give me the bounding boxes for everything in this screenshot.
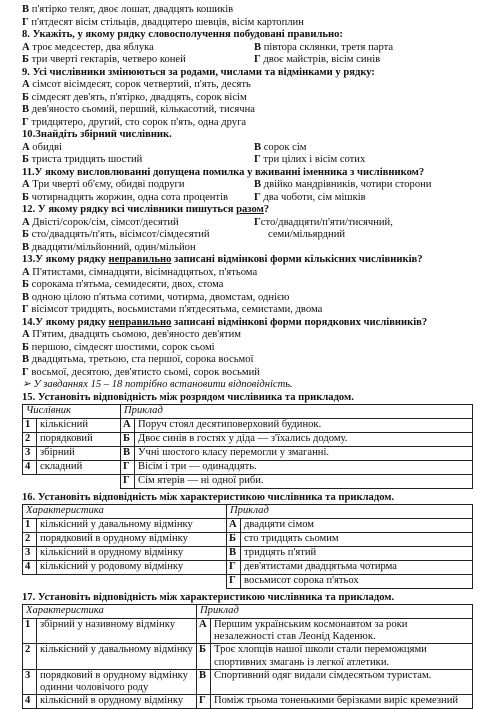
option-text: восьмої, десятою, дев'ятисто сьомі, сорок восьмий [28, 366, 260, 378]
question-title [22, 254, 473, 267]
option-text: триста тридцять шостий [29, 154, 143, 165]
row-right: Поруч стоял десятиповерховий будинок. [135, 418, 473, 432]
empty-cell [23, 574, 37, 588]
table-row [23, 418, 473, 432]
row-letter: Г [197, 695, 211, 709]
option-letter: А [22, 79, 30, 90]
table-row [23, 669, 473, 694]
table-row [23, 474, 473, 488]
option-letter: В [22, 241, 30, 253]
option-text: сімдесят дев'ять, п'ятірко, двадцять, сорок вісім [29, 91, 247, 103]
option-letter: А [22, 329, 30, 340]
option-text: двадцяти/мільйонний, один/мільйон [29, 241, 196, 253]
option-letter: Б [22, 154, 30, 165]
option-text: три цілих і вісім сотих [260, 154, 366, 165]
option-text: сорокама п'ятьма, семидесяти, двох, стома [29, 279, 224, 290]
option-letter: В [22, 291, 30, 303]
row-right: дев'ятистами двадцятьма чотирма [241, 560, 473, 574]
option-text: вісімсот тридцять, восьмистами п'ятдесятьма, семистами, двома [28, 304, 323, 315]
option-text: двоє майстрів, вісім синів [260, 54, 381, 65]
option-text: двадцятьма, третьою, ста першої, сорока восьмої [29, 354, 254, 365]
row-left: кількісний у давальному відмінку [37, 518, 227, 532]
option-letter: В [254, 141, 262, 153]
row-right: Сім ятерів — ні одної риби. [135, 474, 473, 488]
column-header: Характеристика [23, 505, 227, 519]
option-letter: В [22, 104, 30, 115]
row-right: Вісім і три — одинадцять. [135, 460, 473, 474]
question-title: 15. Установіть відповідність між розрядом числівника та прикладом. [22, 391, 354, 403]
title-part: записані відмінкові форми порядкових числівників? [171, 316, 428, 328]
row-number: 2 [23, 432, 37, 446]
row-number: 4 [23, 460, 37, 474]
column-header: Приклад [227, 505, 473, 519]
row-letter: Г [121, 460, 135, 474]
row-right: Учні шостого класу перемогли у змаганні. [135, 446, 473, 460]
option-text: семи/мільярдний [268, 229, 346, 240]
option-text: три чверті гектарів, четверо коней [29, 54, 186, 65]
option-text: сто/двадцяти/п'яти/тисячний, [260, 216, 393, 228]
row-letter: А [121, 418, 135, 432]
question-title: 16. Установіть відповідність між характеристикою числівника та прикладом. [22, 491, 395, 503]
row-right: двадцяти сімом [241, 518, 473, 532]
option-letter: Г [254, 216, 261, 228]
row-number: 2 [23, 532, 37, 546]
question-title [22, 204, 473, 217]
option-letter: Г [22, 16, 29, 28]
option-text: П'ятистами, сімнадцяти, вісімнадцятьох, п'ятьома [29, 266, 258, 278]
top-options [22, 4, 473, 29]
question-8 [22, 29, 473, 67]
option-text: п'ятірко телят, двоє лошат, двадцять кошиків [29, 4, 234, 15]
table-row [23, 432, 473, 446]
row-left: порядковий в орудному відмінку [37, 532, 227, 546]
option-text: два чоботи, сім мішків [260, 191, 366, 203]
column-header: Приклад [197, 605, 473, 619]
table-row [23, 644, 473, 669]
row-right: сто тридцять сьомим [241, 532, 473, 546]
question-17 [22, 592, 473, 709]
row-number: 1 [23, 618, 37, 643]
empty-cell [37, 574, 227, 588]
column-header: Приклад [121, 405, 473, 419]
question-title: 11.У якому висловлюванні допущена помилка у вживанні іменника з числівником? [22, 166, 425, 178]
question-11 [22, 167, 473, 205]
empty-cell [37, 474, 121, 488]
question-9 [22, 67, 473, 130]
row-right: Двоє синів в гостях у діда — з'їхались додому. [135, 432, 473, 446]
option-text: П'ятим, двадцять сьомою, дев'яносто дев'ятим [29, 329, 241, 340]
question-12 [22, 204, 473, 254]
row-left: порядковий [37, 432, 121, 446]
row-left: складний [37, 460, 121, 474]
option-letter: Г [22, 116, 29, 128]
row-letter: Б [197, 644, 211, 669]
row-left: порядковий в орудному відмінку одинни чоловічого роду [37, 669, 197, 694]
option-letter: А [22, 266, 30, 278]
option-text: сорок сім [261, 141, 307, 153]
row-left: збірний [37, 446, 121, 460]
option-letter: Г [254, 191, 261, 203]
row-letter: Г [227, 560, 241, 574]
row-letter: Б [121, 432, 135, 446]
question-title [22, 317, 473, 330]
option-text: обидві [29, 141, 62, 153]
row-left: кількісний [37, 418, 121, 432]
row-letter: В [121, 446, 135, 460]
option-letter: Б [22, 54, 30, 65]
row-letter: В [197, 669, 211, 694]
option-letter: В [254, 179, 262, 190]
option-letter: А [22, 141, 30, 153]
table-row [23, 574, 473, 588]
matching-table [22, 604, 473, 709]
instruction-note: ➢ У завданнях 15 – 18 потрібно встановити відповідність. [22, 379, 293, 390]
option-text: першою, сімдесят шостими, сорок сьомі [29, 341, 215, 353]
question-14 [22, 317, 473, 380]
table-row [23, 560, 473, 574]
row-left: кількісний в орудному відмінку [37, 546, 227, 560]
option-text: чотирнадцять жоржин, одна сота процентів [29, 191, 229, 203]
title-underlined: разом [236, 204, 264, 215]
table-row [23, 532, 473, 546]
table-row [23, 446, 473, 460]
row-letter: Б [227, 532, 241, 546]
option-letter: А [22, 179, 30, 190]
row-right: тридцять п'ятий [241, 546, 473, 560]
title-part: 14.У якому рядку [22, 316, 109, 328]
option-letter: Б [22, 191, 30, 203]
option-letter: А [22, 41, 30, 53]
column-header: Характеристика [23, 605, 197, 619]
row-letter: Г [121, 474, 135, 488]
option-letter: Г [254, 54, 261, 65]
option-letter: Б [22, 341, 30, 353]
option-text: сто/двадцять/п'ять, вісімсот/сімдесятий [29, 229, 210, 240]
row-letter: Г [227, 574, 241, 588]
row-number: 4 [23, 695, 37, 709]
option-text: троє медсестер, два яблука [29, 41, 154, 53]
matching-table [22, 504, 473, 589]
option-letter: В [22, 354, 30, 365]
row-left: кількісний у давальному відмінку [37, 644, 197, 669]
row-number: 3 [23, 546, 37, 560]
table-row [23, 546, 473, 560]
row-right: Поміж трьома тоненькими берізками виріс кремезний [211, 695, 473, 709]
option-letter: Б [22, 229, 30, 240]
question-title: 8. Укажіть, у якому рядку словосполучення побудовані правильно: [22, 29, 343, 40]
title-underlined: неправильно [108, 316, 172, 328]
row-letter: А [227, 518, 241, 532]
row-right: восьмисот сорока п'ятьох [241, 574, 473, 588]
row-left: кількісний у родовому відмінку [37, 560, 227, 574]
option-text: двійко мандрівників, чотири сторони [261, 179, 432, 190]
option-text: одною цілою п'ятьма сотими, чотирма, двомстам, однією [29, 291, 290, 303]
option-text: Три чверті об'єму, обидві подруги [29, 179, 185, 190]
option-letter: В [22, 4, 30, 15]
table-row [23, 518, 473, 532]
row-number: 3 [23, 446, 37, 460]
title-part: записані відмінкові форми кількісних числівників? [171, 254, 423, 265]
row-number: 4 [23, 560, 37, 574]
table-row [23, 618, 473, 643]
title-part: ? [263, 204, 270, 215]
row-right: Першим українським космонавтом за роки незалежності став Леонід Каденюк. [211, 618, 473, 643]
column-header: Числівник [23, 405, 121, 419]
option-text: Двісті/сорок/сім, сімсот/десятий [29, 216, 179, 228]
option-letter: Б [22, 279, 30, 290]
title-underlined: неправильно [108, 254, 172, 265]
option-letter: А [22, 216, 30, 228]
option-text: сімсот вісімдесят, сорок четвертий, п'ять, десять [29, 79, 251, 90]
row-number: 1 [23, 418, 37, 432]
table-row [23, 460, 473, 474]
question-16 [22, 492, 473, 589]
option-letter: В [254, 41, 262, 53]
question-15 [22, 392, 473, 489]
option-text: півтора склянки, третя парта [261, 41, 394, 53]
question-title: 10.Знайдіть збірний числівник. [22, 129, 172, 140]
row-number: 1 [23, 518, 37, 532]
option-letter: Б [22, 91, 30, 103]
title-part: 13.У якому рядку [22, 254, 109, 265]
row-letter: В [227, 546, 241, 560]
option-letter: Г [254, 154, 261, 165]
question-10 [22, 129, 473, 167]
question-title: 17. Установіть відповідність між характеристикою числівника та прикладом. [22, 591, 395, 603]
option-letter: Г [22, 304, 29, 315]
row-number: 3 [23, 669, 37, 694]
row-letter: А [197, 618, 211, 643]
option-text: дев'яносто сьомий, перший, кількасотий, тисячна [29, 104, 255, 115]
empty-cell [23, 474, 37, 488]
question-13 [22, 254, 473, 317]
title-part: 12. У якому рядку всі числівники пишуться [22, 204, 237, 215]
matching-table [22, 404, 473, 489]
row-right: Спортивний одяг видали сімдесятьом туристам. [211, 669, 473, 694]
question-title: 9. Усі числівники змінюються за родами, числами та відмінками у рядку: [22, 66, 375, 78]
row-number: 2 [23, 644, 37, 669]
option-letter: Г [22, 366, 29, 378]
option-text: тридцятеро, другий, сто сорок п'ять, одна друга [28, 116, 247, 128]
row-left: кількісний в орудному відмінку [37, 695, 197, 709]
row-right: Троє хлопців нашої школи стали переможцями спортивних змагань із легкої атлетики. [211, 644, 473, 669]
table-row [23, 695, 473, 709]
option-text: п'ятдесят вісім стільців, двадцятеро шевців, вісім картоплин [28, 16, 304, 28]
row-left: збірний у називному відмінку [37, 618, 197, 643]
